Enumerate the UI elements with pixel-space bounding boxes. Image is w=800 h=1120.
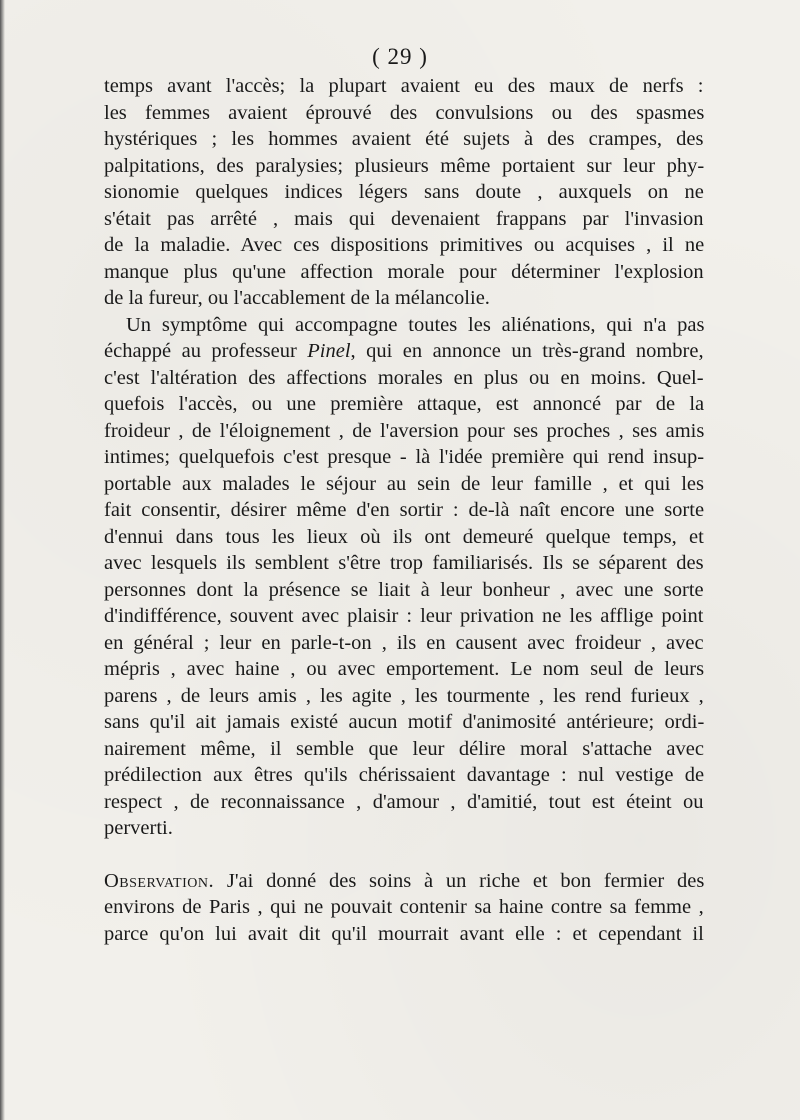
text-line: [104, 471, 704, 498]
line-segment: échappé au professeur: [104, 340, 297, 362]
text-line: [104, 577, 704, 604]
line-text: respect , de reconnaissance , d'amour , d'amitié, tout est éteint ou: [104, 790, 704, 813]
text-line: [104, 259, 704, 286]
text-line: [104, 709, 704, 736]
text-line: [104, 338, 704, 365]
text-line: [104, 868, 704, 895]
line-text: les femmes avaient éprouvé des convulsions ou des spasmes: [104, 101, 705, 124]
text-line: [104, 497, 704, 524]
line-text: fait consentir, désirer même d'en sortir : de-là naît encore une sorte: [104, 499, 705, 521]
line-text: quefois l'accès, ou une première attaque, est annoncé par de la: [104, 393, 705, 415]
line-text: mépris , avec haine , ou avec emportement. Le nom seul de leurs: [104, 658, 705, 680]
line-text: portable aux malades le séjour au sein de leur famille , et qui les: [104, 472, 704, 495]
line-text: parens , de leurs amis , les agite , les tourmente , les rend furieux ,: [104, 684, 704, 707]
line-text: manque plus qu'une affection morale pour déterminer l'explosion: [104, 260, 704, 283]
text-line: [104, 418, 704, 445]
text-line: [104, 100, 704, 127]
text-line: [104, 179, 704, 206]
line-segment: J'ai donné des soins à un riche et bon fermier des: [214, 869, 705, 892]
line-text: hystériques ; les hommes avaient été sujets à des crampes, des: [104, 128, 704, 150]
text-line: [104, 391, 704, 418]
line-text: personnes dont la présence se liait à leur bonheur , avec une sorte: [104, 578, 704, 601]
author-name: Pinel: [307, 340, 351, 362]
line-text: c'est l'altération des affections morales en plus ou en moins. Quel-: [104, 366, 704, 389]
text-line: [104, 789, 704, 816]
line-text: Un symptôme qui accompagne toutes les aliénations, qui n'a pas: [126, 313, 705, 336]
text-line: [104, 232, 704, 259]
text-line: [104, 153, 704, 180]
page-edge-shadow: [0, 0, 5, 1120]
text-line: [104, 524, 704, 551]
line-text: d'ennui dans tous les lieux où ils ont demeuré quelque temps, et: [104, 525, 704, 548]
line-text: environs de Paris , qui ne pouvait contenir sa haine contre sa femme ,: [104, 896, 704, 918]
text-line: [104, 736, 704, 763]
text-line: [104, 285, 704, 312]
text-line: [104, 603, 704, 630]
text-line: [104, 550, 704, 577]
line-text: s'était pas arrêté , mais qui devenaient frappans par l'invasion: [104, 207, 704, 230]
text-line: [104, 630, 704, 657]
line-text: en général ; leur en parle-t-on , ils en causent avec froideur , avec: [104, 631, 704, 654]
observation-heading: Observation.: [104, 869, 215, 892]
line-text: froideur , de l'éloignement , de l'aversion pour ses proches , ses amis: [104, 419, 705, 442]
text-line: [104, 73, 704, 100]
line-text: prédilection aux êtres qu'ils chérissaient davantage : nul vestige de: [104, 764, 705, 786]
text-line: [104, 762, 704, 789]
text-line: [104, 921, 704, 948]
line-text: de la maladie. Avec ces dispositions primitives ou acquises , il ne: [104, 234, 705, 256]
line-text: de la fureur, ou l'accablement de la mélancolie.: [104, 287, 490, 309]
text-line: [104, 656, 704, 683]
text-line: [104, 365, 704, 392]
text-line: [104, 683, 704, 710]
text-line: [104, 444, 704, 471]
line-text: sionomie quelques indices légers sans doute , auxquels on ne: [104, 181, 704, 203]
line-text: palpitations, des paralysies; plusieurs même portaient sur leur phy-: [104, 154, 705, 177]
line-text: parce qu'on lui avait dit qu'il mourrait avant elle : et cependant il: [104, 922, 704, 945]
line-text: nairement même, il semble que leur délire moral s'attache avec: [104, 737, 704, 760]
line-text: [104, 338, 704, 365]
line-segment: , qui en annonce un très-grand nombre,: [350, 340, 704, 362]
text-line: [104, 206, 704, 233]
text-line: [104, 815, 704, 842]
text-line: [104, 894, 704, 921]
text-line: [104, 312, 704, 339]
body-text: [104, 73, 704, 947]
line-text: avec lesquels ils semblent s'être trop familiarisés. Ils se séparent des: [104, 552, 704, 574]
page-number: ( 29 ): [372, 44, 428, 69]
text-line: [104, 126, 704, 153]
line-text: intimes; quelquefois c'est presque - là l'idée première qui rend insup-: [104, 446, 705, 468]
line-text: temps avant l'accès; la plupart avaient eu des maux de nerfs :: [104, 75, 704, 97]
line-text: sans qu'il ait jamais existé aucun motif d'animosité antérieure; ordi-: [104, 711, 705, 733]
line-text: d'indifférence, souvent avec plaisir : leur privation ne les afflige point: [104, 605, 704, 627]
paragraph-spacer: [104, 842, 704, 868]
line-text: [104, 868, 704, 895]
line-text: perverti.: [104, 817, 173, 839]
